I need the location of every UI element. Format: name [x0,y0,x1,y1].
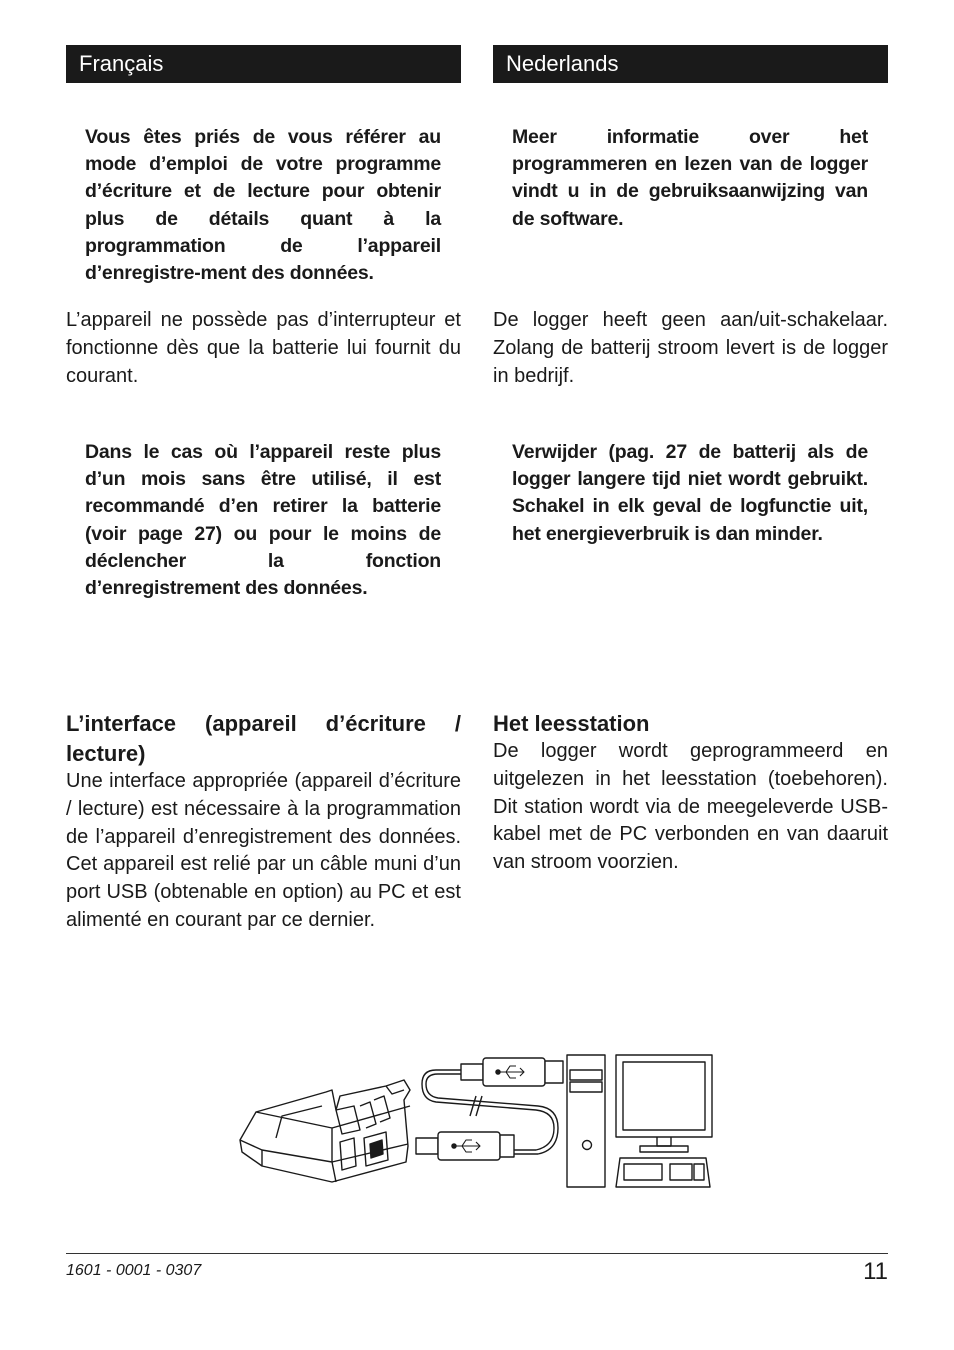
fr-paragraph-interface: Une interface appropriée (appareil d’écriture / lecture) est nécessaire à la programmation de l’appareil d’enregistrement des données. Cet appareil est relié par un câble muni d’un port USB (obtenable en option) au PC et est alimenté en courant par ce dernier. [66,770,461,931]
keyboard-icon [616,1158,710,1187]
nl-note-programming: Meer informatie over het programmeren en lezen van de logger vindt u in de gebruiksaanwijzing van de software. [512,126,868,230]
fr-note-battery: Dans le cas où l’appareil reste plus d’un mois sans être utilisé, il est recommandé d’en retirer la batterie (voir page 27) ou pour le moins de déclencher la fonction d’enregistrement des données. [85,441,441,600]
nl-paragraph-power: De logger heeft geen aan/uit-schakelaar. Zolang de batterij stroom levert is de logger in bedrijf. [493,309,888,387]
nl-heading-reader: Het leesstation [493,711,650,736]
fr-heading-interface: L’interface (appareil d’écriture / lecture) [66,711,461,766]
reader-station-icon [240,1080,410,1182]
section-header-french: Français [66,45,461,83]
monitor-icon [616,1055,712,1152]
page-number: 11 [863,1258,888,1285]
fr-note-programming: Vous êtes priés de vous référer au mode d’emploi de votre programme d’écriture et de lecture pour obtenir plus de détails quant à la programmation de l’appareil d’enregistre-ment des données. [85,126,441,285]
nl-note-battery: Verwijder (pag. 27 de batterij als de logger langere tijd niet wordt gebruikt. Schakel in elk geval de logfunctie uit, het energieverbruik is dan minder. [512,441,868,545]
document-code: 1601 - 0001 - 0307 [66,1262,202,1279]
nl-paragraph-reader: De logger wordt geprogrammeerd en uitgelezen in het leesstation (toebehoren). Dit station wordt via de meegeleverde USB-kabel met de PC verbonden en van daaruit van stroom voorzien. [493,740,888,874]
fr-paragraph-power: L’appareil ne possède pas d’interrupteur et fonctionne dès que la batterie lui fournit du courant. [66,309,461,387]
section-header-dutch: Nederlands [493,45,888,83]
pc-tower-icon [567,1055,605,1187]
usb-cable-icon [416,1058,563,1160]
usb-setup-illustration [236,1050,716,1192]
footer-rule [66,1253,888,1254]
